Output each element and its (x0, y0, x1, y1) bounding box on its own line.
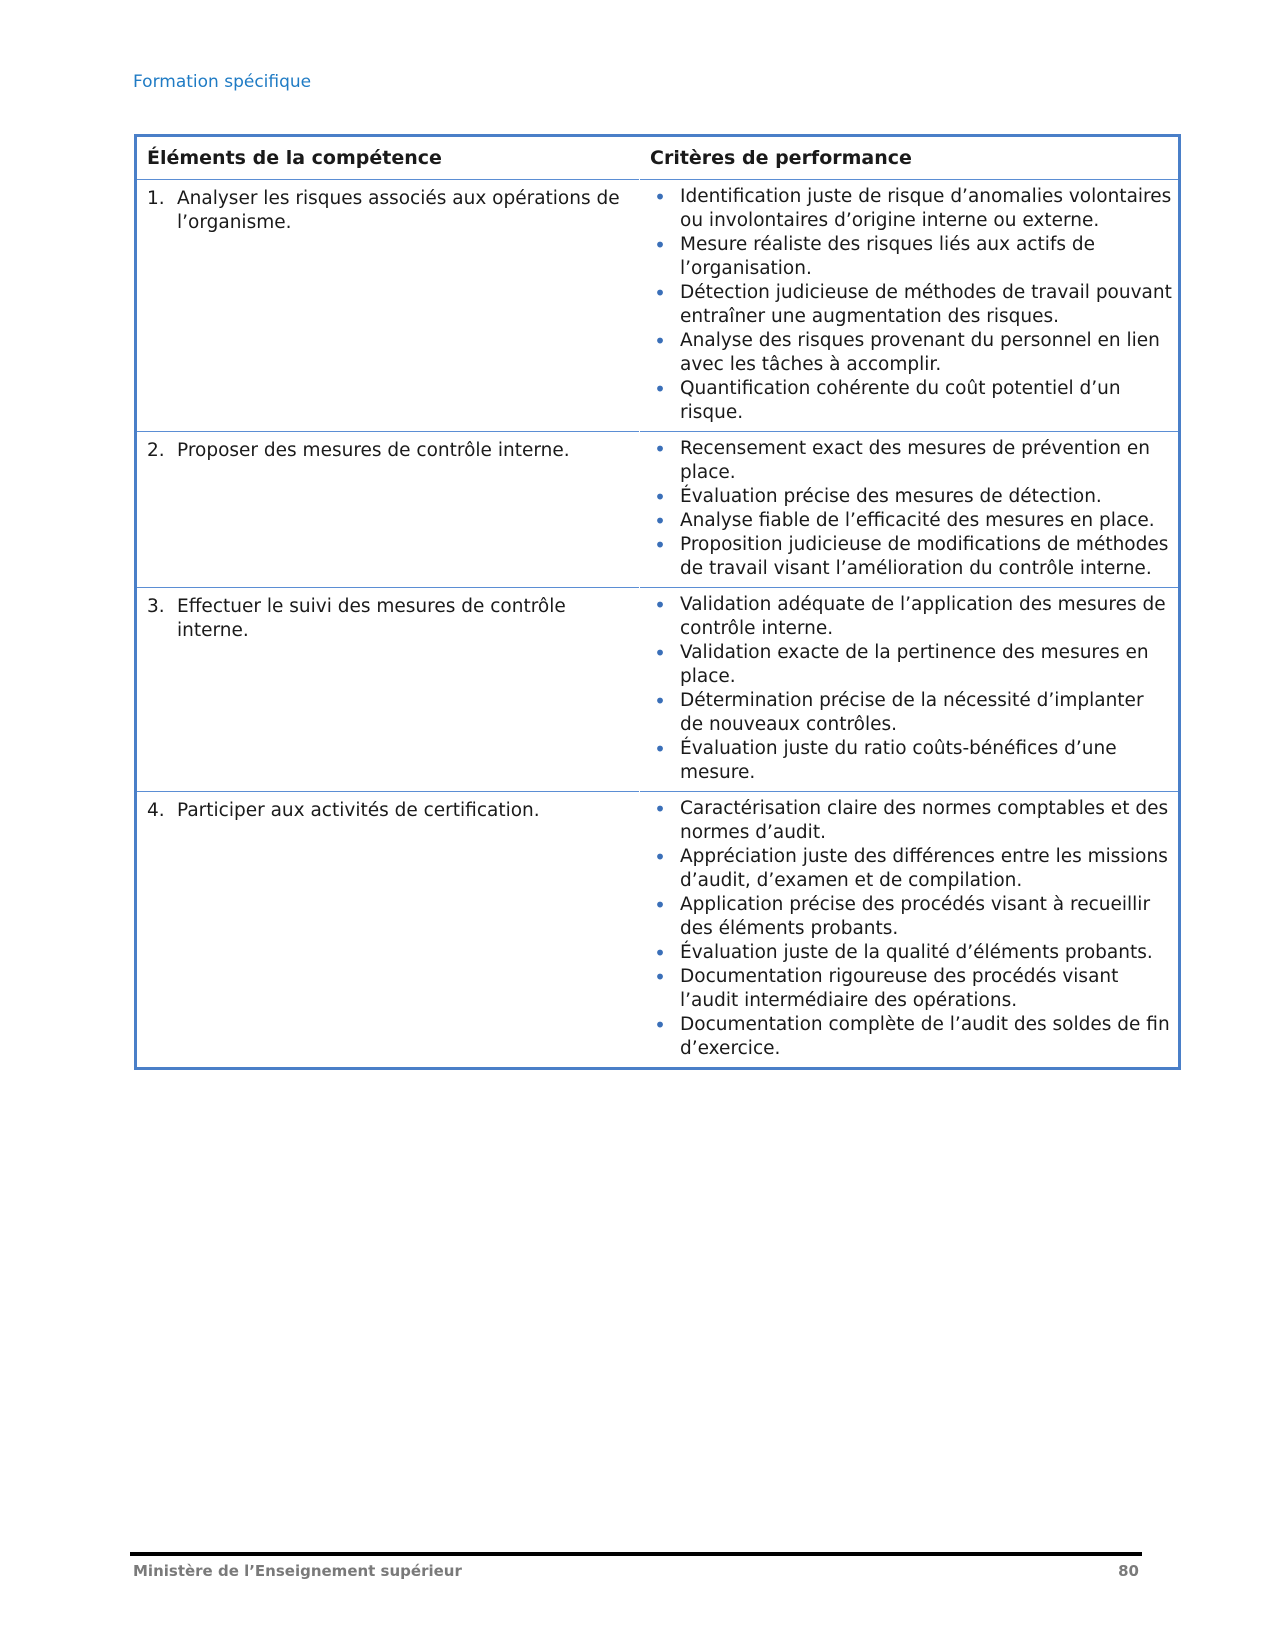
criteria-cell (640, 180, 1180, 432)
criteria-item (640, 845, 1172, 893)
criteria-item (640, 485, 1172, 509)
footer-divider (130, 1552, 1142, 1556)
bullet-icon: • (654, 893, 666, 917)
criteria-text: Appréciation juste des différences entre les missions d’audit, d’examen et de compilation. (680, 846, 1168, 891)
bullet-icon: • (654, 641, 666, 665)
criteria-text: Analyse des risques provenant du personnel en lien avec les tâches à accomplir. (680, 330, 1160, 375)
criteria-item (640, 329, 1172, 377)
table-row (136, 792, 1180, 1069)
element-text: Analyser les risques associés aux opérations de l’organisme. (177, 188, 620, 233)
criteria-text: Validation exacte de la pertinence des mesures en place. (680, 642, 1149, 687)
criteria-item (640, 689, 1172, 737)
criteria-text: Mesure réaliste des risques liés aux actifs de l’organisation. (680, 234, 1096, 279)
criteria-list (640, 593, 1172, 785)
element-text: Effectuer le suivi des mesures de contrôle interne. (177, 596, 566, 641)
bullet-icon: • (654, 485, 666, 509)
element-number: 2. (147, 440, 165, 461)
footer-publisher: Ministère de l’Enseignement supérieur (133, 1562, 462, 1580)
criteria-text: Évaluation juste du ratio coûts-bénéfices d’une mesure. (680, 738, 1117, 783)
criteria-text: Caractérisation claire des normes comptables et des normes d’audit. (680, 798, 1169, 843)
bullet-icon: • (654, 1013, 666, 1037)
criteria-item (640, 437, 1172, 485)
column-header-criteria: Critères de performance (640, 136, 1180, 180)
element-cell (136, 588, 640, 792)
criteria-text: Détermination précise de la nécessité d’implanter de nouveaux contrôles. (680, 690, 1144, 735)
table-row (136, 432, 1180, 588)
criteria-list (640, 437, 1172, 581)
element-text: Proposer des mesures de contrôle interne. (177, 440, 570, 461)
criteria-text: Évaluation précise des mesures de détection. (680, 486, 1102, 507)
bullet-icon: • (654, 797, 666, 821)
element-number: 4. (147, 800, 165, 821)
element-item (147, 799, 629, 823)
bullet-icon: • (654, 965, 666, 989)
criteria-text: Recensement exact des mesures de prévention en place. (680, 438, 1150, 483)
element-cell (136, 432, 640, 588)
criteria-item (640, 281, 1172, 329)
table-row (136, 588, 1180, 792)
criteria-cell (640, 792, 1180, 1069)
element-number: 1. (147, 188, 165, 209)
bullet-icon: • (654, 941, 666, 965)
element-text: Participer aux activités de certification. (177, 800, 540, 821)
criteria-item (640, 1013, 1172, 1061)
criteria-text: Application précise des procédés visant à recueillir des éléments probants. (680, 894, 1151, 939)
criteria-item (640, 941, 1172, 965)
criteria-text: Proposition judicieuse de modifications de méthodes de travail visant l’amélioration du contrôle interne. (680, 534, 1169, 579)
bullet-icon: • (654, 593, 666, 617)
criteria-item (640, 737, 1172, 785)
criteria-item (640, 509, 1172, 533)
bullet-icon: • (654, 329, 666, 353)
criteria-text: Évaluation juste de la qualité d’éléments probants. (680, 942, 1153, 963)
criteria-text: Validation adéquate de l’application des mesures de contrôle interne. (680, 594, 1166, 639)
bullet-icon: • (654, 437, 666, 461)
column-header-elements: Éléments de la compétence (136, 136, 640, 180)
table-row (136, 180, 1180, 432)
criteria-item (640, 185, 1172, 233)
bullet-icon: • (654, 233, 666, 257)
criteria-text: Détection judicieuse de méthodes de travail pouvant entraîner une augmentation des risques. (680, 282, 1172, 327)
bullet-icon: • (654, 281, 666, 305)
criteria-text: Documentation complète de l’audit des soldes de fin d’exercice. (680, 1014, 1170, 1059)
criteria-item (640, 533, 1172, 581)
criteria-text: Documentation rigoureuse des procédés visant l’audit intermédiaire des opérations. (680, 966, 1119, 1011)
criteria-text: Quantification cohérente du coût potentiel d’un risque. (680, 378, 1121, 423)
bullet-icon: • (654, 689, 666, 713)
criteria-item (640, 797, 1172, 845)
table-header-row (136, 136, 1180, 180)
criteria-item (640, 593, 1172, 641)
running-header: Formation spécifique (133, 72, 312, 92)
criteria-cell (640, 432, 1180, 588)
page-number: 80 (1118, 1562, 1139, 1580)
competence-table (134, 134, 1181, 1070)
criteria-list (640, 797, 1172, 1061)
element-cell (136, 180, 640, 432)
criteria-text: Analyse fiable de l’efficacité des mesures en place. (680, 510, 1155, 531)
bullet-icon: • (654, 737, 666, 761)
element-cell (136, 792, 640, 1069)
bullet-icon: • (654, 185, 666, 209)
criteria-item (640, 965, 1172, 1013)
bullet-icon: • (654, 533, 666, 557)
bullet-icon: • (654, 509, 666, 533)
element-item (147, 439, 629, 463)
criteria-item (640, 893, 1172, 941)
criteria-item (640, 641, 1172, 689)
criteria-item (640, 377, 1172, 425)
element-item (147, 187, 629, 235)
criteria-cell (640, 588, 1180, 792)
criteria-item (640, 233, 1172, 281)
criteria-text: Identification juste de risque d’anomalies volontaires ou involontaires d’origine interne ou externe. (680, 186, 1172, 231)
element-item (147, 595, 629, 643)
bullet-icon: • (654, 845, 666, 869)
element-number: 3. (147, 596, 165, 617)
criteria-list (640, 185, 1172, 425)
bullet-icon: • (654, 377, 666, 401)
